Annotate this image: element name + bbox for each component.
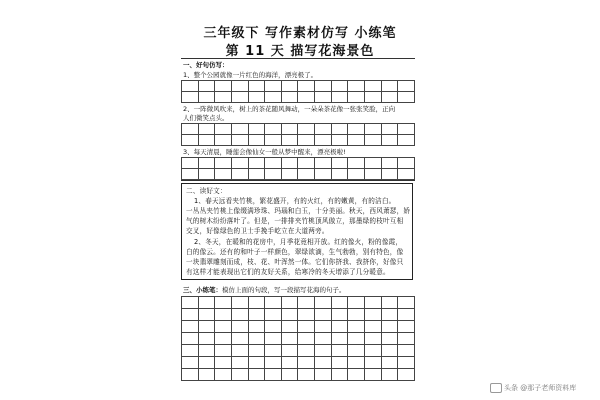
writing-cell[interactable]: [265, 169, 282, 180]
writing-cell[interactable]: [331, 158, 348, 169]
writing-cell[interactable]: [348, 345, 365, 357]
writing-cell[interactable]: [331, 309, 348, 321]
writing-cell[interactable]: [298, 124, 315, 135]
writing-cell[interactable]: [365, 169, 382, 180]
writing-cell[interactable]: [281, 92, 298, 103]
passage-line: 一块翡翠雕刻而成，枝、花、叶浑然一体。它们你挤我、我挤你，好像只: [186, 258, 404, 266]
divider: [181, 58, 415, 59]
writing-cell[interactable]: [298, 345, 315, 357]
writing-cell[interactable]: [298, 158, 315, 169]
writing-cell[interactable]: [315, 357, 332, 369]
section1-sentence-2-cont: 人们微笑点头。: [183, 114, 229, 122]
writing-cell[interactable]: [331, 345, 348, 357]
writing-cell[interactable]: [348, 169, 365, 180]
writing-cell[interactable]: [231, 81, 248, 92]
writing-cell[interactable]: [348, 124, 365, 135]
writing-cell[interactable]: [198, 158, 215, 169]
writing-cell[interactable]: [348, 158, 365, 169]
worksheet-subtitle: 第 11 天 描写花海景色: [225, 44, 375, 59]
writing-cell[interactable]: [248, 333, 265, 345]
writing-cell[interactable]: [365, 309, 382, 321]
writing-cell[interactable]: [381, 158, 398, 169]
writing-cell[interactable]: [398, 297, 415, 309]
writing-cell[interactable]: [198, 357, 215, 369]
section1-sentence-3: 3、每天清晨，睡莲会像仙女一般从梦中醒来，漂亮极啦!: [183, 148, 346, 156]
writing-cell[interactable]: [265, 369, 282, 381]
writing-cell[interactable]: [298, 333, 315, 345]
writing-cell[interactable]: [198, 81, 215, 92]
writing-cell[interactable]: [398, 158, 415, 169]
writing-cell[interactable]: [231, 345, 248, 357]
writing-cell[interactable]: [198, 169, 215, 180]
writing-cell[interactable]: [315, 345, 332, 357]
writing-cell[interactable]: [381, 297, 398, 309]
writing-cell[interactable]: [248, 92, 265, 103]
grid-row: [182, 309, 415, 321]
writing-cell[interactable]: [298, 321, 315, 333]
writing-cell[interactable]: [182, 357, 199, 369]
writing-cell[interactable]: [265, 357, 282, 369]
writing-cell[interactable]: [215, 321, 232, 333]
writing-cell[interactable]: [215, 124, 232, 135]
writing-cell[interactable]: [281, 124, 298, 135]
writing-cell[interactable]: [182, 345, 199, 357]
grid-row: [182, 297, 415, 309]
writing-cell[interactable]: [215, 81, 232, 92]
writing-grid-1[interactable]: [181, 80, 415, 103]
writing-cell[interactable]: [398, 135, 415, 146]
writing-cell[interactable]: [315, 92, 332, 103]
writing-cell[interactable]: [281, 135, 298, 146]
grid-row: [182, 345, 415, 357]
writing-cell[interactable]: [248, 309, 265, 321]
writing-cell[interactable]: [248, 357, 265, 369]
writing-cell[interactable]: [248, 369, 265, 381]
writing-cell[interactable]: [365, 345, 382, 357]
writing-cell[interactable]: [398, 169, 415, 180]
passage-line: 2、冬天，在暖和的花房中，月季花竟相开放。红的像火，粉的像霞，: [194, 238, 403, 246]
writing-cell[interactable]: [348, 92, 365, 103]
writing-cell[interactable]: [198, 309, 215, 321]
grid-row: [182, 369, 415, 381]
writing-cell[interactable]: [381, 169, 398, 180]
writing-cell[interactable]: [398, 124, 415, 135]
writing-cell[interactable]: [215, 357, 232, 369]
writing-grid-3[interactable]: [181, 157, 415, 180]
writing-cell[interactable]: [198, 321, 215, 333]
writing-cell[interactable]: [198, 345, 215, 357]
writing-cell[interactable]: [231, 321, 248, 333]
writing-cell[interactable]: [198, 333, 215, 345]
writing-cell[interactable]: [198, 124, 215, 135]
writing-cell[interactable]: [315, 124, 332, 135]
writing-cell[interactable]: [381, 135, 398, 146]
writing-cell[interactable]: [398, 321, 415, 333]
writing-cell[interactable]: [265, 309, 282, 321]
section2-heading: 二、读好文：: [186, 187, 227, 195]
writing-cell[interactable]: [231, 92, 248, 103]
passage-line: 白的像云。还有的和叶子一样颜色，翠绿欲滴，生气勃勃，别有特色，像: [186, 248, 404, 256]
writing-cell[interactable]: [231, 169, 248, 180]
writing-cell[interactable]: [365, 297, 382, 309]
writing-cell[interactable]: [215, 158, 232, 169]
writing-cell[interactable]: [315, 309, 332, 321]
writing-cell[interactable]: [281, 333, 298, 345]
writing-cell[interactable]: [331, 297, 348, 309]
writing-cell[interactable]: [348, 369, 365, 381]
writing-cell[interactable]: [381, 321, 398, 333]
section1-sentence-2: 2、一阵微风吹来，树上的茶花随风舞动，一朵朵茶花像一张张笑脸，正向: [183, 105, 396, 113]
writing-cell[interactable]: [231, 357, 248, 369]
grid-row: [182, 333, 415, 345]
writing-cell[interactable]: [265, 297, 282, 309]
writing-cell[interactable]: [248, 158, 265, 169]
writing-cell[interactable]: [265, 92, 282, 103]
writing-cell[interactable]: [231, 309, 248, 321]
writing-cell[interactable]: [315, 158, 332, 169]
writing-cell[interactable]: [331, 169, 348, 180]
passage-line: 交叉，好像绿色的卫士手挽手屹立在大道两旁。: [186, 227, 329, 235]
writing-cell[interactable]: [365, 81, 382, 92]
writing-cell[interactable]: [331, 135, 348, 146]
writing-cell[interactable]: [348, 333, 365, 345]
writing-cell[interactable]: [248, 169, 265, 180]
grid-row: [182, 135, 415, 146]
passage-line: 1、春天远看夹竹桃，繁花盛开，有的火红，有的嫩黄，有的洁白。: [194, 197, 396, 205]
writing-cell[interactable]: [281, 369, 298, 381]
section1-heading: 一、好句仿写：: [183, 61, 229, 69]
writing-cell[interactable]: [231, 158, 248, 169]
writing-cell[interactable]: [182, 135, 199, 146]
writing-cell[interactable]: [182, 333, 199, 345]
writing-cell[interactable]: [281, 345, 298, 357]
passage-line: 气的树木纷纷落叶了。但是，一排排夹竹桃顶风傲立，那墨绿的枝叶互相: [186, 217, 404, 225]
writing-cell[interactable]: [281, 309, 298, 321]
writing-cell[interactable]: [381, 345, 398, 357]
writing-cell[interactable]: [381, 369, 398, 381]
watermark-text: 头条 @那子老师资料库: [504, 384, 577, 392]
writing-cell[interactable]: [365, 92, 382, 103]
writing-cell[interactable]: [182, 81, 199, 92]
writing-cell[interactable]: [281, 357, 298, 369]
writing-cell[interactable]: [231, 124, 248, 135]
writing-cell[interactable]: [248, 297, 265, 309]
writing-cell[interactable]: [365, 124, 382, 135]
writing-cell[interactable]: [215, 345, 232, 357]
writing-cell[interactable]: [298, 357, 315, 369]
writing-cell[interactable]: [248, 135, 265, 146]
passage-line: 一丛丛夹竹桃上像缀满珍珠、玛瑙和白玉，十分美丽。秋天，西风萧瑟，娇: [186, 207, 411, 215]
writing-cell[interactable]: [281, 158, 298, 169]
writing-cell[interactable]: [265, 124, 282, 135]
grid-row: [182, 169, 415, 180]
writing-cell[interactable]: [398, 92, 415, 103]
writing-cell[interactable]: [365, 357, 382, 369]
writing-grid-2[interactable]: [181, 123, 415, 146]
practice-writing-grid[interactable]: [181, 296, 415, 381]
writing-cell[interactable]: [231, 333, 248, 345]
writing-cell[interactable]: [182, 369, 199, 381]
writing-cell[interactable]: [198, 92, 215, 103]
grid-row: [182, 124, 415, 135]
writing-cell[interactable]: [215, 297, 232, 309]
writing-cell[interactable]: [315, 81, 332, 92]
writing-cell[interactable]: [215, 92, 232, 103]
section1-sentence-1: 1、整个公园就像一片红色的海洋，漂亮极了。: [183, 71, 318, 79]
writing-cell[interactable]: [281, 81, 298, 92]
writing-cell[interactable]: [315, 297, 332, 309]
writing-cell[interactable]: [348, 357, 365, 369]
writing-cell[interactable]: [182, 169, 199, 180]
writing-cell[interactable]: [298, 309, 315, 321]
writing-cell[interactable]: [381, 357, 398, 369]
writing-cell[interactable]: [331, 81, 348, 92]
writing-cell[interactable]: [365, 321, 382, 333]
writing-cell[interactable]: [331, 321, 348, 333]
writing-cell[interactable]: [315, 333, 332, 345]
writing-cell[interactable]: [182, 309, 199, 321]
writing-cell[interactable]: [281, 169, 298, 180]
writing-cell[interactable]: [315, 369, 332, 381]
writing-cell[interactable]: [182, 92, 199, 103]
writing-cell[interactable]: [348, 135, 365, 146]
writing-cell[interactable]: [281, 321, 298, 333]
writing-cell[interactable]: [365, 369, 382, 381]
writing-cell[interactable]: [315, 321, 332, 333]
writing-cell[interactable]: [348, 81, 365, 92]
writing-cell[interactable]: [348, 321, 365, 333]
writing-cell[interactable]: [331, 357, 348, 369]
writing-cell[interactable]: [281, 297, 298, 309]
writing-cell[interactable]: [381, 309, 398, 321]
reading-passage-box: [181, 183, 413, 280]
writing-cell[interactable]: [265, 81, 282, 92]
writing-cell[interactable]: [182, 124, 199, 135]
grid-row: [182, 92, 415, 103]
writing-cell[interactable]: [265, 321, 282, 333]
writing-cell[interactable]: [331, 333, 348, 345]
writing-cell[interactable]: [381, 92, 398, 103]
writing-cell[interactable]: [248, 321, 265, 333]
writing-cell[interactable]: [198, 369, 215, 381]
writing-cell[interactable]: [198, 135, 215, 146]
section3-row: [183, 285, 346, 294]
writing-cell[interactable]: [298, 169, 315, 180]
writing-cell[interactable]: [215, 369, 232, 381]
grid-row: [182, 321, 415, 333]
section3-instruction: 模仿上面的句段，写一段描写花海的句子。: [222, 286, 346, 294]
writing-cell[interactable]: [331, 92, 348, 103]
writing-cell[interactable]: [398, 81, 415, 92]
writing-cell[interactable]: [182, 297, 199, 309]
writing-cell[interactable]: [298, 92, 315, 103]
writing-cell[interactable]: [265, 158, 282, 169]
grid-row: [182, 81, 415, 92]
writing-cell[interactable]: [182, 158, 199, 169]
writing-cell[interactable]: [298, 297, 315, 309]
writing-cell[interactable]: [381, 81, 398, 92]
writing-cell[interactable]: [398, 345, 415, 357]
toutiao-logo-icon: [490, 383, 502, 393]
writing-cell[interactable]: [248, 81, 265, 92]
writing-cell[interactable]: [398, 309, 415, 321]
worksheet-title: 三年级下 写作素材仿写 小练笔: [203, 26, 397, 41]
writing-cell[interactable]: [265, 135, 282, 146]
writing-cell[interactable]: [381, 124, 398, 135]
writing-cell[interactable]: [265, 333, 282, 345]
writing-cell[interactable]: [365, 158, 382, 169]
section3-heading: 三、小练笔：: [183, 286, 222, 294]
grid-row: [182, 158, 415, 169]
writing-cell[interactable]: [398, 369, 415, 381]
writing-cell[interactable]: [248, 345, 265, 357]
grid-row: [182, 357, 415, 369]
writing-cell[interactable]: [265, 345, 282, 357]
writing-cell[interactable]: [298, 135, 315, 146]
writing-cell[interactable]: [248, 124, 265, 135]
writing-cell[interactable]: [365, 333, 382, 345]
writing-cell[interactable]: [182, 321, 199, 333]
writing-cell[interactable]: [215, 135, 232, 146]
writing-cell[interactable]: [231, 369, 248, 381]
writing-cell[interactable]: [398, 333, 415, 345]
writing-cell[interactable]: [348, 309, 365, 321]
writing-cell[interactable]: [315, 135, 332, 146]
writing-cell[interactable]: [398, 357, 415, 369]
writing-cell[interactable]: [215, 333, 232, 345]
writing-cell[interactable]: [298, 81, 315, 92]
writing-cell[interactable]: [231, 297, 248, 309]
writing-cell[interactable]: [381, 333, 398, 345]
writing-cell[interactable]: [331, 124, 348, 135]
writing-cell[interactable]: [298, 369, 315, 381]
writing-cell[interactable]: [215, 309, 232, 321]
writing-cell[interactable]: [231, 135, 248, 146]
writing-cell[interactable]: [198, 297, 215, 309]
watermark: [490, 383, 576, 393]
divider: [181, 180, 415, 181]
writing-cell[interactable]: [315, 169, 332, 180]
writing-cell[interactable]: [348, 297, 365, 309]
passage-line: 有这样才能表现出它们的友好关系，给寒冷的冬天增添了几分暖意。: [186, 268, 390, 276]
writing-cell[interactable]: [365, 135, 382, 146]
writing-cell[interactable]: [331, 369, 348, 381]
writing-cell[interactable]: [215, 169, 232, 180]
